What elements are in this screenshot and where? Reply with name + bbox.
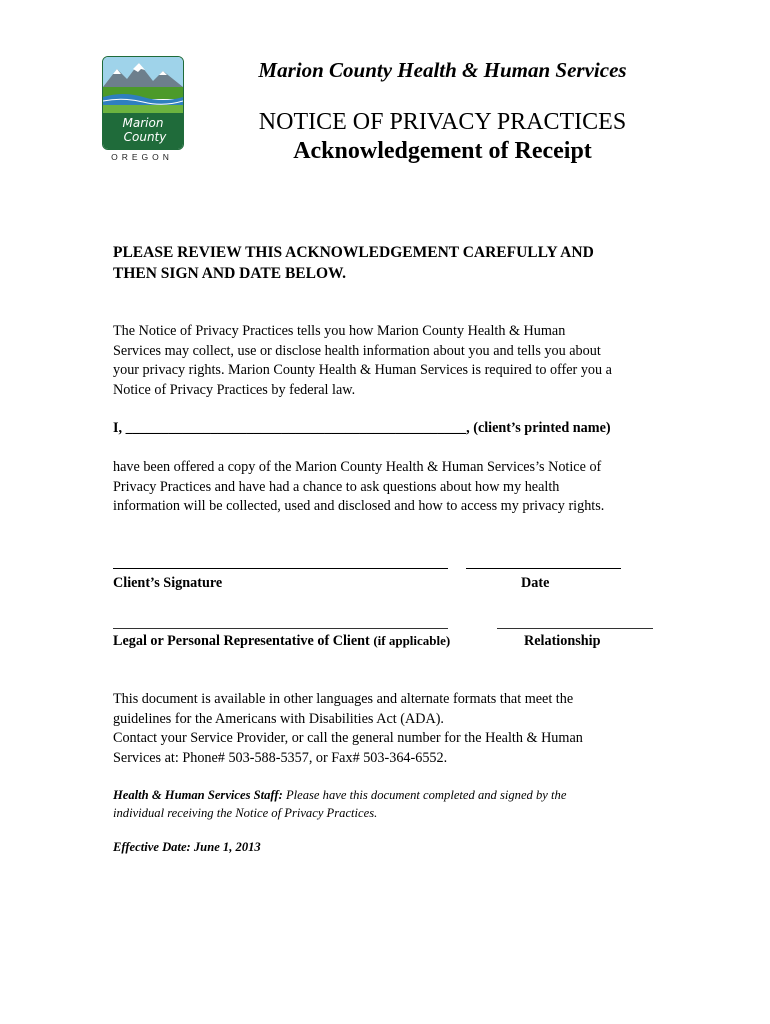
client-name-blank[interactable]: ________________________________________________ xyxy=(125,420,467,436)
representative-paren: (if applicable) xyxy=(373,633,451,648)
logo-name-line1: Marion xyxy=(122,116,164,130)
intro-line-2: Services may collect, use or disclose health information about you and tells you about xyxy=(113,342,601,359)
avail-line-2: guidelines for the Americans with Disabilities Act (ADA). xyxy=(113,710,444,727)
agency-name: Marion County Health & Human Services xyxy=(258,58,627,82)
document-title: NOTICE OF PRIVACY PRACTICES xyxy=(258,109,627,135)
availability-paragraph xyxy=(113,690,703,768)
ack-line-2: Privacy Practices and have had a chance to ask questions about how my health xyxy=(113,478,560,495)
effective-date: Effective Date: June 1, 2013 xyxy=(113,840,261,854)
staff-note-line-1 xyxy=(113,786,693,804)
avail-line-4: Services at: Phone# 503-588-5357, or Fax# 503-364-6552. xyxy=(113,749,448,766)
staff-note-lead: Health & Human Services Staff: xyxy=(113,788,283,802)
client-signature-label: Client’s Signature xyxy=(113,575,223,591)
document-subtitle: Acknowledgement of Receipt xyxy=(293,138,592,164)
client-name-suffix: , (client’s printed name) xyxy=(466,420,611,436)
review-line-1: PLEASE REVIEW THIS ACKNOWLEDGEMENT CAREFULLY AND xyxy=(113,244,594,261)
intro-line-3: your privacy rights. Marion County Health & Human Services is required to offer you a xyxy=(113,362,612,378)
staff-note-line-2: individual receiving the Notice of Privacy Practices. xyxy=(113,806,378,820)
ack-line-1: have been offered a copy of the Marion County Health & Human Services’s Notice of xyxy=(113,459,602,475)
acknowledgement-paragraph xyxy=(113,458,703,517)
review-instructions xyxy=(113,242,693,284)
logo-state-text: OREGON xyxy=(111,152,173,162)
ack-line-3: information will be collected, used and disclosed and how to access my privacy rights. xyxy=(113,498,605,514)
date-line[interactable] xyxy=(466,568,621,569)
representative-label xyxy=(113,633,450,650)
logo-name-line2: County xyxy=(123,130,167,144)
client-name-prefix: I, xyxy=(113,420,126,436)
client-printed-name-field[interactable] xyxy=(113,420,713,437)
representative-label-text: Legal or Personal Representative of Client xyxy=(113,633,370,649)
avail-line-1: This document is available in other languages and alternate formats that meet the xyxy=(113,691,574,707)
staff-note xyxy=(113,786,693,822)
date-label: Date xyxy=(521,575,550,591)
representative-signature-line[interactable] xyxy=(113,628,448,629)
intro-line-1: The Notice of Privacy Practices tells you how Marion County Health & Human xyxy=(113,323,566,339)
intro-paragraph xyxy=(113,322,703,400)
intro-line-4: Notice of Privacy Practices by federal law. xyxy=(113,381,356,398)
client-signature-line[interactable] xyxy=(113,568,448,569)
review-line-2: THEN SIGN AND DATE BELOW. xyxy=(113,265,346,282)
relationship-label: Relationship xyxy=(524,633,601,649)
relationship-line[interactable] xyxy=(497,628,653,629)
avail-line-3: Contact your Service Provider, or call the general number for the Health & Human xyxy=(113,730,583,746)
staff-note-text: Please have this document completed and signed by the xyxy=(282,788,567,802)
